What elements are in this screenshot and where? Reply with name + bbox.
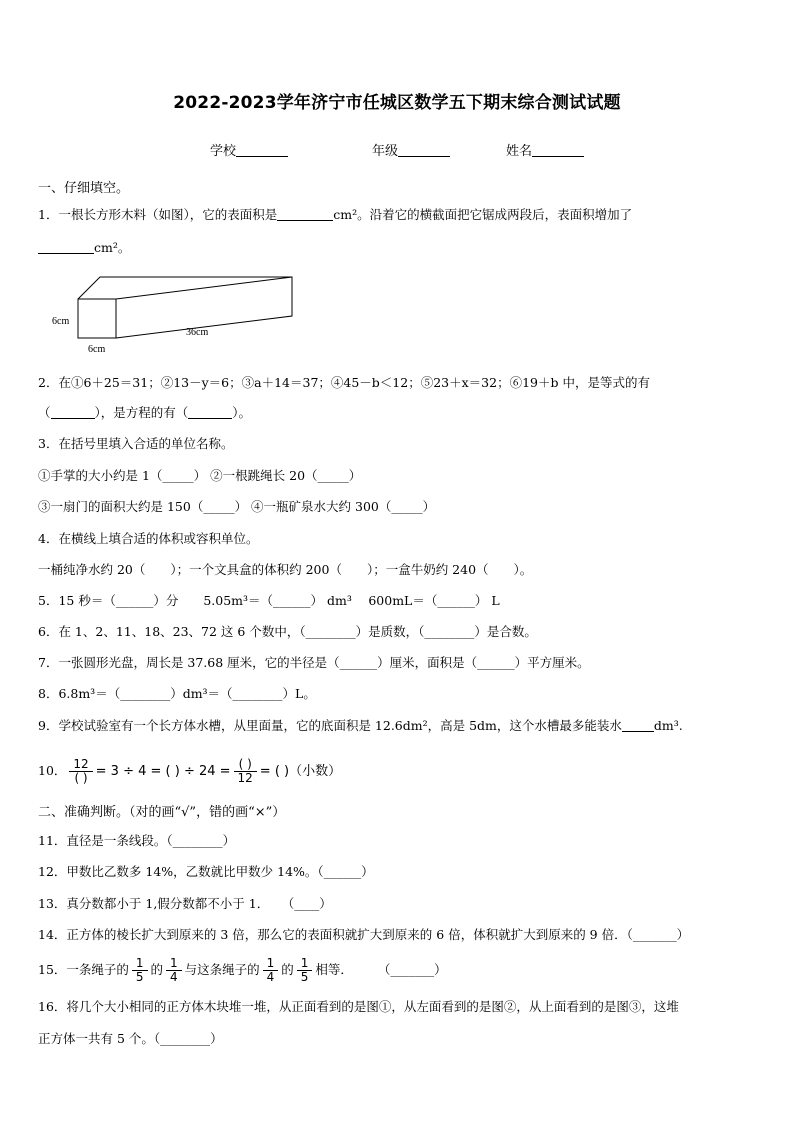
q15-f3-den: 4 bbox=[266, 970, 275, 984]
q15-f2-num: 1 bbox=[170, 956, 178, 970]
q2-text-2: ），是方程的有（ bbox=[94, 405, 189, 420]
q15-f3-num: 1 bbox=[266, 956, 275, 970]
question-10 bbox=[38, 752, 341, 791]
q15-fraction-3 bbox=[265, 957, 277, 984]
question-16: 16．将几个大小相同的正方体木块堆一堆，从正面看到的是图①，从左面看到的是图②，从上面看到的是图③，这堆 bbox=[38, 999, 679, 1014]
q10-fraction-1 bbox=[71, 758, 90, 785]
q15-text-e: 相等． （_______） bbox=[315, 962, 447, 977]
question-6: 6．在 1、2、11、18、23、72 这 6 个数中，（________）是质数，（________）是合数。 bbox=[38, 624, 537, 639]
width-label: 6cm bbox=[88, 344, 106, 355]
q2-paren-open: （ bbox=[38, 405, 51, 420]
q1-unit-2: cm²。 bbox=[94, 240, 131, 255]
q15-text-b: 的 bbox=[150, 962, 164, 977]
q10-frac1-num: 12 bbox=[73, 757, 89, 771]
q10-frac2-num: ( ) bbox=[238, 757, 252, 771]
q10-middle: = 3 ÷ 4 = ( ) ÷ 24 = bbox=[95, 764, 231, 779]
q1-number: 1． bbox=[38, 207, 59, 222]
page-title: 2022-2023学年济宁市任城区数学五下期末综合测试试题 bbox=[173, 93, 621, 113]
section-2-heading: 二、准确判断。（对的画“√”，错的画“×”） bbox=[38, 805, 286, 820]
name-field bbox=[506, 140, 584, 159]
q1-text: 一根长方形木料（如图），它的表面积是 bbox=[58, 207, 278, 222]
length-label: 36cm bbox=[186, 327, 209, 338]
name-blank bbox=[532, 144, 584, 157]
school-label: 学校 bbox=[210, 144, 237, 159]
question-3: 3．在括号里填入合适的单位名称。 bbox=[38, 436, 234, 451]
school-blank bbox=[236, 144, 288, 157]
question-3-line-1: ①手掌的大小约是 1（_____） ②一根跳绳长 20（_____） bbox=[38, 468, 362, 483]
question-12: 12．甲数比乙数多 14%，乙数就比甲数少 14%。（______） bbox=[38, 864, 374, 879]
question-9 bbox=[38, 718, 683, 734]
grade-blank bbox=[398, 144, 450, 157]
q10-tail: = ( )（小数） bbox=[259, 764, 342, 779]
q1-blank-1 bbox=[277, 208, 333, 221]
question-7: 7．一张圆形光盘，周长是 37.68 厘米，它的半径是（______）厘米，面积是（______）平方厘米。 bbox=[38, 655, 590, 670]
q15-text-a: 15．一条绳子的 bbox=[38, 962, 129, 977]
q2-blank-2 bbox=[188, 406, 232, 419]
q15-f1-den: 5 bbox=[135, 970, 144, 984]
grade-label: 年级 bbox=[372, 144, 399, 159]
question-2: 2．在①6＋25＝31；②13－y＝6；③a＋14＝37；④45－b＜12；⑤23＋x＝32；⑥19＋b 中，是等式的有 bbox=[38, 375, 650, 390]
q2-blank-1 bbox=[51, 406, 95, 419]
q1-blank-2 bbox=[38, 241, 94, 254]
question-4: 4．在横线上填合适的体积或容积单位。 bbox=[38, 531, 259, 546]
q10-frac2-den: 12 bbox=[237, 771, 253, 785]
question-3-line-2: ③一扇门的面积大约是 150（_____） ④一瓶矿泉水大约 300（_____） bbox=[38, 499, 436, 514]
height-label: 6cm bbox=[52, 316, 70, 327]
cuboid-figure bbox=[40, 272, 310, 358]
q15-fraction-4 bbox=[299, 957, 311, 984]
q9-unit: dm³. bbox=[653, 718, 683, 733]
q2-paren-close: ）。 bbox=[232, 405, 252, 420]
q15-f4-num: 1 bbox=[300, 956, 309, 970]
grade-field bbox=[372, 140, 450, 159]
q15-fraction-1 bbox=[134, 957, 146, 984]
question-4-line: 一桶纯净水约 20（ ）；一个文具盒的体积约 200（ ）；一盒牛奶约 240（ ）。 bbox=[38, 562, 533, 577]
question-5: 5．15 秒＝（______）分 5.05m³＝（______） dm³ 600mL＝（______） L bbox=[38, 593, 500, 608]
question-8: 8．6.8m³＝（________）dm³＝（________）L。 bbox=[38, 686, 316, 701]
q15-f2-den: 4 bbox=[170, 970, 178, 984]
name-label: 姓名 bbox=[506, 144, 533, 159]
q15-text-d: 的 bbox=[281, 962, 294, 977]
question-1 bbox=[38, 207, 632, 223]
school-field bbox=[210, 140, 288, 159]
question-1-cont bbox=[38, 240, 130, 256]
question-15 bbox=[38, 952, 447, 988]
q10-number: 10． bbox=[38, 763, 67, 778]
q9-blank bbox=[622, 719, 654, 732]
q10-frac1-den: ( ) bbox=[74, 771, 88, 785]
question-11: 11．直径是一条线段。（________） bbox=[38, 833, 236, 848]
q15-text-c: 与这条绳子的 bbox=[184, 962, 260, 977]
q1-unit-1: cm²。沿着它的横截面把它锯成两段后，表面积增加了 bbox=[333, 207, 633, 222]
section-1-heading: 一、仔细填空。 bbox=[38, 181, 130, 196]
question-13: 13．真分数都小于 1,假分数都不小于 1． （____） bbox=[38, 896, 332, 911]
q15-f4-den: 5 bbox=[300, 970, 309, 984]
question-16-cont: 正方体一共有 5 个。（________） bbox=[38, 1031, 223, 1046]
q10-fraction-2 bbox=[236, 758, 255, 785]
question-2-cont bbox=[38, 405, 251, 421]
q9-text: 9．学校试验室有一个长方体水槽，从里面量，它的底面积是 12.6dm²，高是 5dm，这个水槽最多能装水 bbox=[38, 718, 622, 733]
q15-fraction-2 bbox=[168, 957, 180, 984]
question-14: 14．正方体的棱长扩大到原来的 3 倍，那么它的表面积就扩大到原来的 6 倍，体积就扩大到原来的 9 倍．（_______） bbox=[38, 927, 690, 942]
q15-f1-num: 1 bbox=[135, 956, 144, 970]
